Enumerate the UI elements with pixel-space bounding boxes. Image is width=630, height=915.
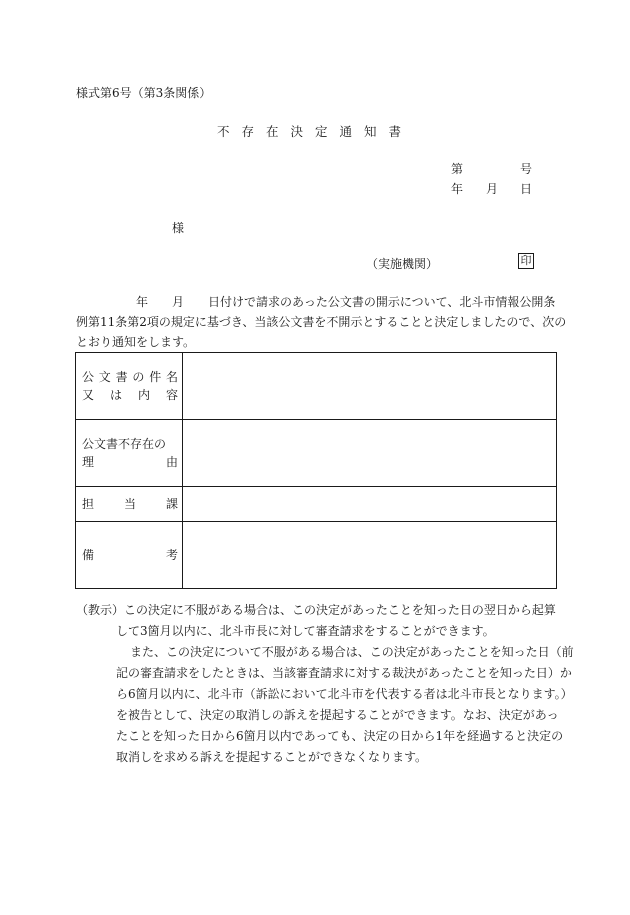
intro-line-2: 例第11条第2項の規定に基づき、当該公文書を不開示とすることと決定しましたので、次の [76, 315, 567, 329]
table-row-remarks [76, 522, 557, 589]
label-subject-line-1: 公 文 書 の 件 名 [82, 370, 178, 384]
date-day-label: 日 [520, 182, 533, 196]
table-row-reason [76, 420, 557, 487]
label-reason [76, 420, 183, 487]
notice-line-8: 取消しを求める訴えを提起することができなくなります。 [116, 750, 428, 764]
intro-paragraph [76, 292, 567, 352]
notice-heading: （教示） [76, 603, 125, 617]
intro-line-1: 年 月 日付けで請求のあった公文書の開示について、北斗市情報公開条 [136, 295, 556, 309]
addressee-suffix: 様 [172, 221, 185, 235]
number-suffix: 号 [520, 162, 533, 176]
value-reason[interactable] [183, 420, 557, 487]
table-row-department [76, 487, 557, 522]
table-row-subject [76, 353, 557, 420]
label-reason-line-2: 理 由 [82, 455, 178, 469]
date-month-label: 月 [486, 182, 499, 196]
notice-form-table [75, 352, 557, 589]
date-year-label: 年 [451, 182, 464, 196]
notice-line-7: たことを知った日から6箇月以内であっても、決定の日から1年を経過すると決定の [116, 729, 564, 743]
number-label: 第 [451, 162, 464, 176]
seal-mark: 印 [518, 253, 534, 269]
notice-line-6: を被告として、決定の取消しの訴えを提起することができます。なお、決定があっ [116, 708, 559, 722]
notice-line-1: （教示）この決定に不服がある場合は、この決定があったことを知った日の翌日から起算 [76, 600, 558, 621]
notice-line-3: また、この決定について不服がある場合は、この決定があったことを知った日（前 [130, 645, 574, 659]
notice-line-5: ら6箇月以内に、北斗市（訴訟において北斗市を代表する者は北斗市長となります。） [116, 687, 573, 701]
value-subject[interactable] [183, 353, 557, 420]
document-title: 不存在決定通知書 [216, 124, 413, 139]
label-reason-line-1: 公文書不存在の [82, 437, 167, 451]
notice-paragraph [76, 600, 574, 768]
notice-line-2: して3箇月以内に、北斗市長に対して審査請求をすることができます。 [116, 624, 495, 638]
notice-line-4: 記の審査請求をしたときは、当該審査請求に対する裁決があったことを知った日）か [116, 666, 572, 680]
label-department: 担 当 課 [76, 487, 183, 522]
intro-line-3: とおり通知をします。 [76, 335, 196, 349]
value-remarks[interactable] [183, 522, 557, 589]
label-remarks: 備 考 [76, 522, 183, 589]
label-subject-line-2: 又 は 内 容 [82, 388, 178, 402]
agency-label: （実施機関） [366, 257, 439, 271]
value-department[interactable] [183, 487, 557, 522]
form-number: 様式第6号（第3条関係） [76, 86, 212, 100]
label-subject [76, 353, 183, 420]
